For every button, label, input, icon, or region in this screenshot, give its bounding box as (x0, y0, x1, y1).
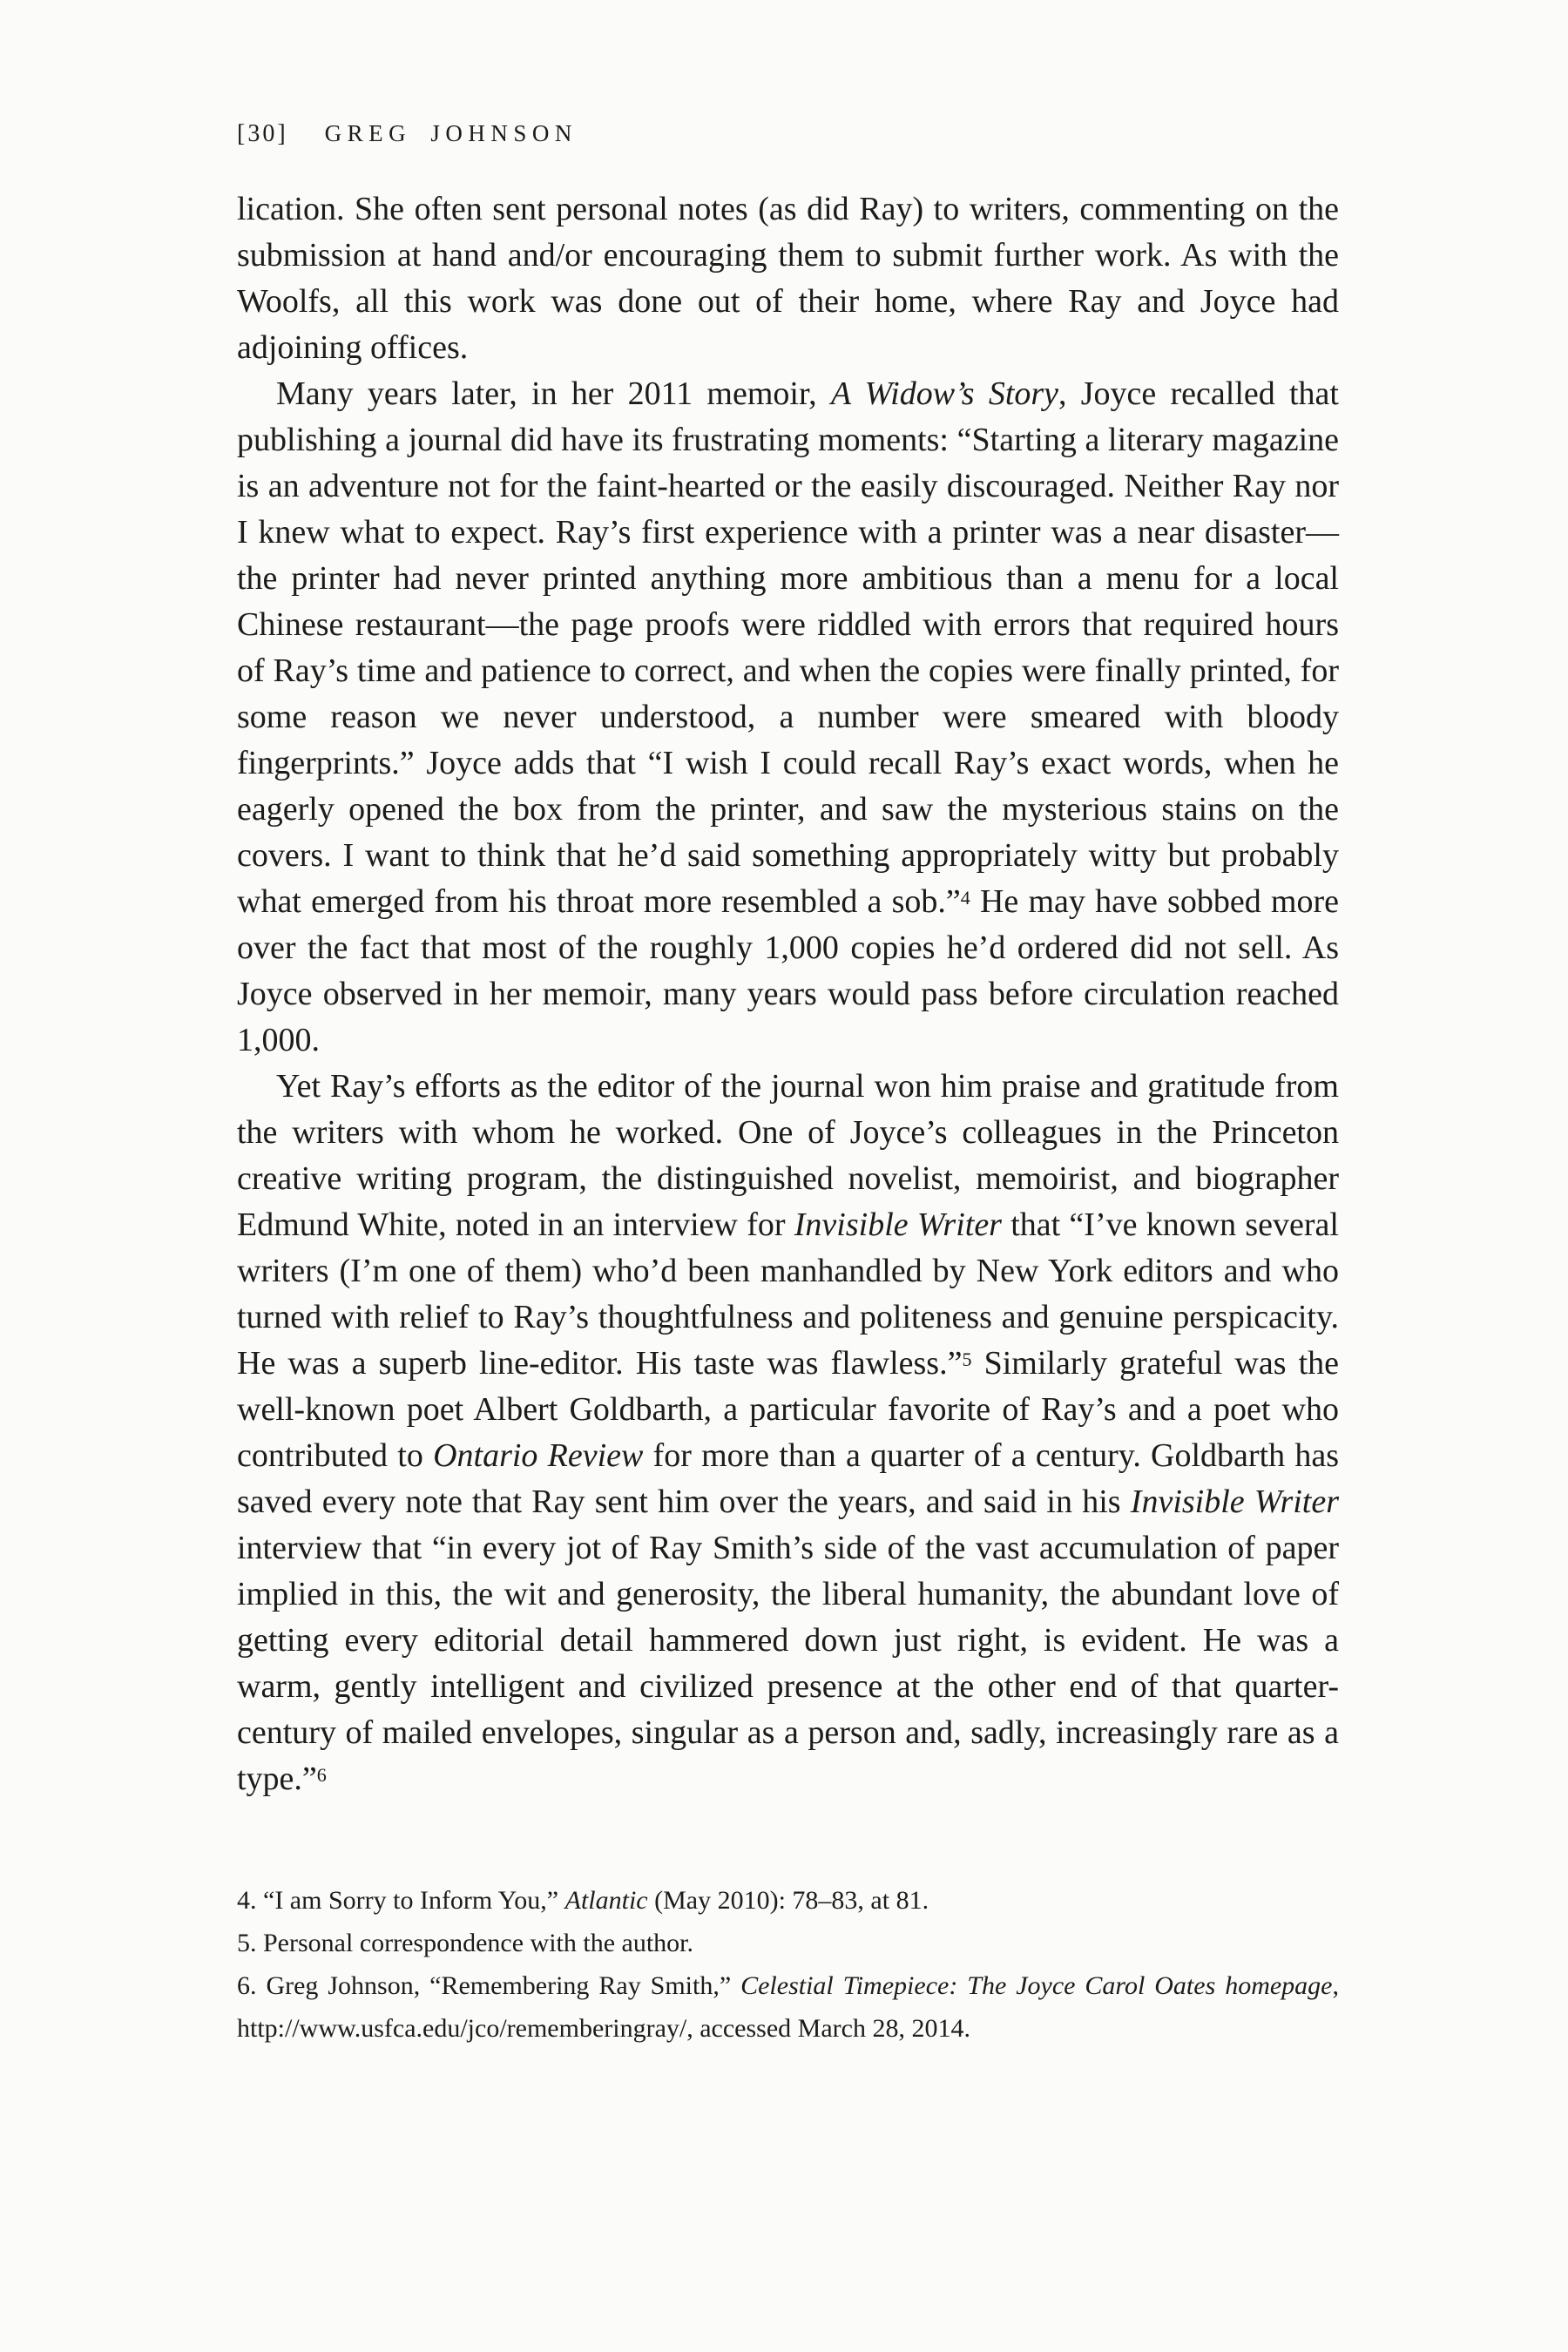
text-run: that “I’ve known several writers (I’m one of them) who’d been manhandled by New York editors and who turned with relief to Ray’s thoughtfulness and politeness and genuine perspicacity. He was a superb line-editor. His taste was flawless.” (237, 1206, 1339, 1382)
running-head-author: GREG JOHNSON (324, 120, 578, 146)
italic-title: Celestial Timepiece: The Joyce Carol Oates homepage (740, 1971, 1333, 2000)
text-run: (May 2010): 78–83, at 81. (647, 1886, 929, 1915)
footnote-reference: 4 (960, 886, 970, 909)
text-run: lication. She often sent personal notes (as did Ray) to writers, commenting on the submission at hand and/or encouraging them to submit further work. As with the Woolfs, all this work was done out of their home, where Ray and Joyce had adjoining offices. (237, 191, 1339, 366)
text-run: He may have sobbed more over the fact that most of the roughly 1,000 copies he’d ordered did not sell. As Joyce observed in her memoir, many years would pass before circulation reached 1,000. (237, 883, 1339, 1058)
italic-title: Invisible Writer (794, 1206, 1002, 1243)
text-run: , http://www.usfca.edu/jco/rememberingray/, accessed March 28, 2014. (237, 1971, 1339, 2043)
body-text (237, 186, 1339, 1802)
paragraph (237, 186, 1339, 371)
text-run: Yet Ray’s efforts as the editor of the journal won him praise and gratitude from the writers with whom he worked. One of Joyce’s colleagues in the Princeton creative writing program, the distinguished novelist, memoirist, and biographer Edmund White, noted in an interview for (237, 1068, 1339, 1243)
text-run: for more than a quarter of a century. Goldbarth has saved every note that Ray sent him over the years, and said in his (237, 1437, 1340, 1520)
footnotes (237, 1879, 1339, 2050)
italic-title: Invisible Writer (1130, 1484, 1339, 1520)
text-run: Many years later, in her 2011 memoir, (276, 375, 831, 412)
text-run: interview that “in every jot of Ray Smith’s side of the vast accumulation of paper implied in this, the wit and generosity, the liberal humanity, the abundant love of getting every editorial detail hammered down just right, is evident. He was a warm, gently intelligent and civilized presence at the other end of that quarter-century of mailed envelopes, singular as a person and, sadly, increasingly rare as a type.” (237, 1530, 1339, 1797)
running-head (237, 119, 1339, 148)
text-run: 5. Personal correspondence with the author. (237, 1929, 694, 1957)
paragraph (237, 371, 1339, 1064)
footnote-reference: 6 (316, 1763, 327, 1786)
footnote-reference: 5 (962, 1348, 972, 1370)
page-number: [30] (237, 120, 288, 147)
text-run: , Joyce recalled that publishing a journal did have its frustrating moments: “Starting a literary magazine is an adventure not for the faint-hearted or the easily discouraged. Neither Ray nor I knew what to expect. Ray’s first experience with a printer was a near disaster—the printer had never printed anything more ambitious than a menu for a local Chinese restaurant—the page proofs were riddled with errors that required hours of Ray’s time and patience to correct, and when the copies were finally printed, for some reason we never understood, a number were smeared with bloody fingerprints.” Joyce adds that “I wish I could recall Ray’s exact words, when he eagerly opened the box from the printer, and saw the mysterious stains on the covers. I want to think that he’d said something appropriately witty but probably what emerged from his throat more resembled a sob.” (237, 375, 1339, 920)
paragraph (237, 1064, 1339, 1802)
text-run: Similarly grateful was the well-known poet Albert Goldbarth, a particular favorite of Ray’s and a poet who contributed to (237, 1345, 1339, 1474)
footnote (237, 1922, 1339, 1964)
italic-title: A Widow’s Story (830, 375, 1059, 412)
footnote (237, 1879, 1339, 1922)
text-run: 6. Greg Johnson, “Remembering Ray Smith,” (237, 1971, 741, 2000)
italic-title: Ontario Review (433, 1437, 644, 1474)
italic-title: Atlantic (564, 1886, 648, 1915)
footnote (237, 1964, 1339, 2050)
text-run: 4. “I am Sorry to Inform You,” (237, 1886, 565, 1915)
